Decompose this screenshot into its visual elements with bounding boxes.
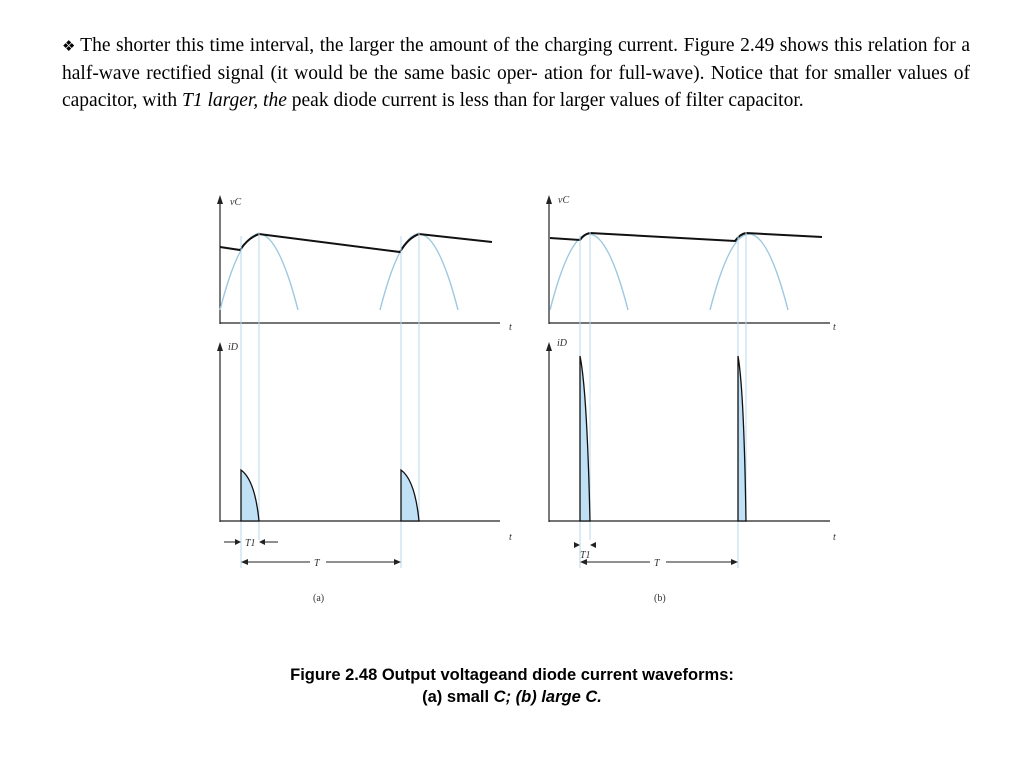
- panel-b-rectified-wave-1: [550, 234, 628, 310]
- panel-b-current-pulse-2: [738, 356, 746, 521]
- paragraph-italic-text: T1 larger, the: [181, 90, 287, 111]
- panel-a-id-label: iD: [228, 342, 238, 353]
- panel-a-label: (a): [313, 593, 325, 604]
- panel-a-t1-arrow-right-icon: [259, 539, 265, 545]
- panel-b-label: (b): [654, 593, 666, 604]
- panel-b-vc-label: vC: [558, 195, 570, 206]
- panel-a: [217, 195, 512, 604]
- panel-a-period-arrow-right-icon: [394, 559, 401, 565]
- panel-a-current-pulse-1: [241, 470, 259, 521]
- panel-a-t-label-bottom: t: [509, 532, 512, 543]
- panel-b: [546, 195, 836, 604]
- caption-line-2-plain: (a) small: [422, 688, 494, 706]
- panel-a-period-arrow-left-icon: [241, 559, 248, 565]
- caption-line-1: Figure 2.48 Output voltageand diode current waveforms:: [290, 666, 734, 684]
- panel-b-period-arrow-right-icon: [731, 559, 738, 565]
- panel-b-rectified-wave-2: [710, 234, 788, 310]
- caption-line-2-italic: C; (b) large C.: [493, 688, 602, 706]
- panel-a-vc-axis-arrow-icon: [217, 195, 223, 204]
- panel-b-t-label-bottom: t: [833, 532, 836, 543]
- panel-b-period-label: T: [654, 558, 660, 569]
- paragraph-text-1: The shorter this time interval, the larger the amount of the charging current. Figure 2.49 shows this relation for a half-wave rectified signal (it would be the same basic oper- ation for full-wave). Notice that for smaller values of capacitor, with: [62, 35, 970, 111]
- paragraph-text-2: peak diode current is less than for larger values of filter capacitor.: [286, 90, 804, 111]
- panel-b-id-axis-arrow-icon: [546, 342, 552, 351]
- panel-a-current-pulse-2: [401, 470, 419, 521]
- panel-a-vc-label: vC: [230, 197, 242, 208]
- panel-b-t1-label: T1: [580, 550, 591, 561]
- figure-caption: [0, 664, 1024, 708]
- panel-b-id-label: iD: [557, 338, 567, 349]
- diamond-bullet-icon: ❖: [62, 37, 77, 55]
- panel-a-t-label-top: t: [509, 322, 512, 333]
- panel-a-id-axis-arrow-icon: [217, 342, 223, 351]
- panel-b-t-label-top: t: [833, 322, 836, 333]
- panel-b-t1-arrow-right-icon: [590, 542, 596, 548]
- panel-b-t1-arrow-left-icon: [574, 542, 580, 548]
- panel-b-vc-axis-arrow-icon: [546, 195, 552, 204]
- panel-b-current-pulse-1: [580, 356, 590, 521]
- panel-a-period-label: T: [314, 558, 320, 569]
- panel-a-capacitor-voltage: [220, 234, 492, 252]
- panel-a-t1-label: T1: [245, 538, 256, 549]
- panel-a-t1-arrow-left-icon: [235, 539, 241, 545]
